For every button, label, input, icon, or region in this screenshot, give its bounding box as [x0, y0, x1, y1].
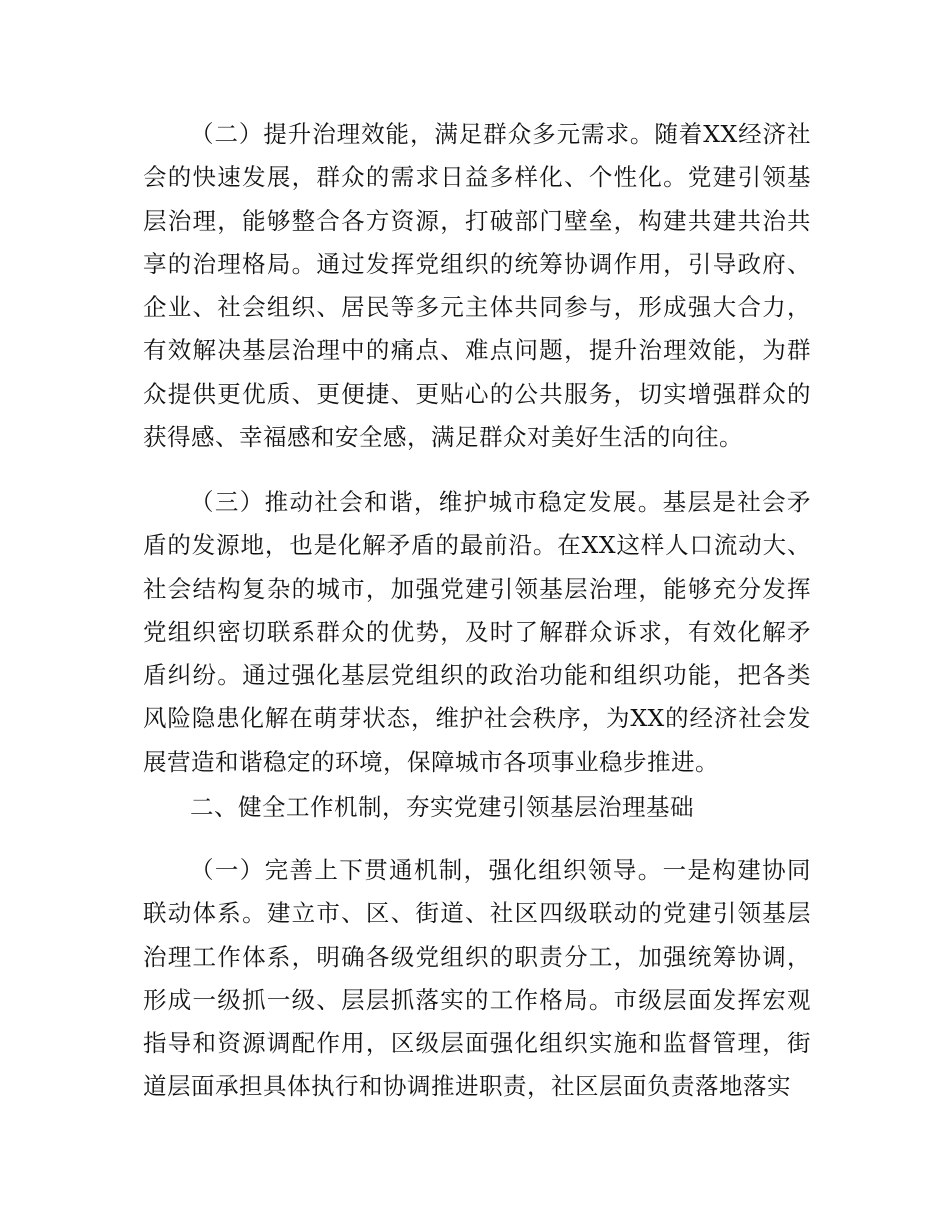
paragraph-improve-governance: （二）提升治理效能，满足群众多元需求。随着XX经济社会的快速发展，群众的需求日益多样化、个性化。党建引领基层治理，能够整合各方资源，打破部门壁垒，构建共建共治共享的治理格局。通过发挥党组织的统筹协调作用，引导政府、企业、社会组织、居民等多元主体共同参与，形成强大合力，有效解决基层治理中的痛点、难点问题，提升治理效能，为群众提供更优质、更便捷、更贴心的公共服务，切实增强群众的获得感、幸福感和安全感，满足群众对美好生活的向往。 — [143, 120, 811, 452]
paragraph-organizational-leadership: （一）完善上下贯通机制，强化组织领导。一是构建协同联动体系。建立市、区、街道、社区四级联动的党建引领基层治理工作体系，明确各级党组织的职责分工，加强统筹协调，形成一级抓一级、层层抓落实的工作格局。市级层面发挥宏观指导和资源调配作用，区级层面强化组织实施和监督管理，街道层面承担具体执行和协调推进职责，社区层面负责落地落实 — [143, 856, 811, 1101]
paragraph-social-harmony: （三）推动社会和谐，维护城市稳定发展。基层是社会矛盾的发源地，也是化解矛盾的最前沿。在XX这样人口流动大、社会结构复杂的城市，加强党建引领基层治理，能够充分发挥党组织密切联系群众的优势，及时了解群众诉求，有效化解矛盾纠纷。通过强化基层党组织的政治功能和组织功能，把各类风险隐患化解在萌芽状态，维护社会秩序，为XX的经济社会发展营造和谐稳定的环境，保障城市各项事业稳步推进。 — [143, 488, 811, 776]
section-heading-work-mechanism: 二、健全工作机制，夯实党建引领基层治理基础 — [190, 793, 694, 821]
